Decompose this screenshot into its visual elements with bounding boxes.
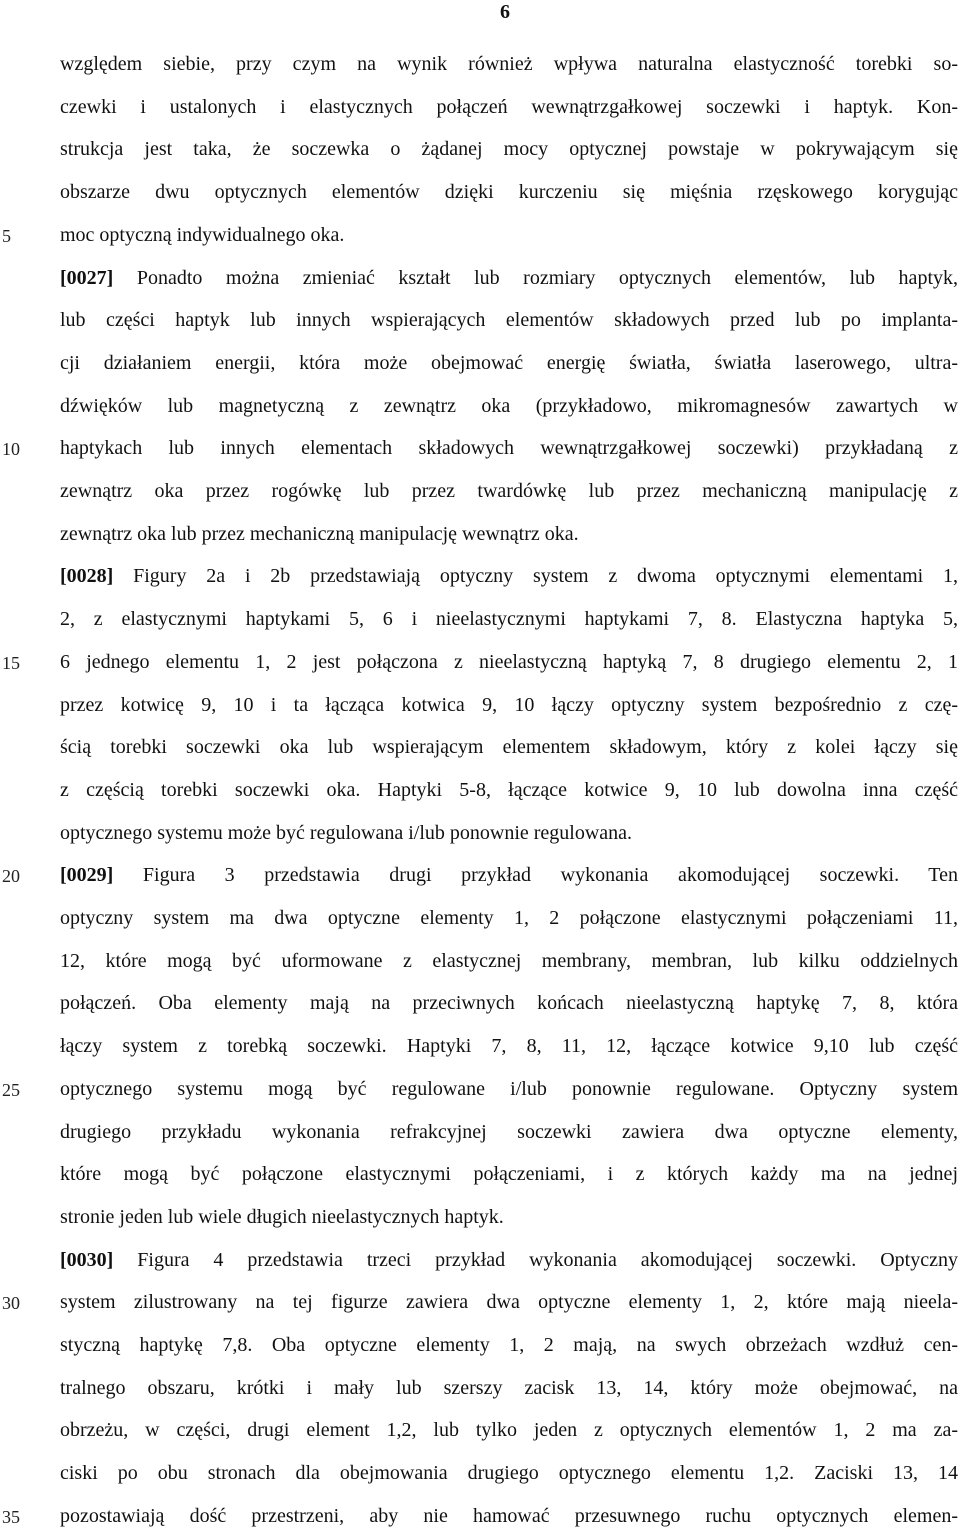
line-text: Figury 2a i 2b przedstawiają optyczny system z dwoma optycznymi elementami 1, [113,565,958,588]
line-text: pozostawiają dość przestrzeni, aby nie hamować przesuwnego ruchu optycznych elemen- [60,1504,958,1527]
line-text: względem siebie, przy czym na wynik również wpływa naturalna elastyczność torebki so- [60,53,958,75]
line-text: dźwięków lub magnetyczną z zewnątrz oka (przykładowo, mikromagnesów zawartych w [60,394,958,417]
line-text: zewnątrz oka przez rogówkę lub przez twardówkę lub przez mechaniczną manipulację z [60,480,958,502]
line-text: które mogą być połączone elastycznymi połączeniami, i z których każdy ma na jednej [60,1163,958,1186]
text-line [60,52,958,76]
line-text: ścią torebki soczewki oka lub wspierającym elementem składowym, który z kolei łączy się [60,736,958,759]
line-text: cji działaniem energii, która może obejmować energię światła, światła laserowego, ultra- [60,351,958,374]
line-text: 12, które mogą być uformowane z elastycznej membrany, membran, lub kilku oddzielnych [60,949,958,972]
text-line [60,778,958,802]
line-text: połączeń. Oba elementy mają na przeciwnych końcach nieelastyczną haptykę 7, 8, która [60,992,958,1015]
line-text: zewnątrz oka lub przez mechaniczną manipulację wewnątrz oka. [60,522,579,545]
text-line [60,1461,958,1485]
margin-line-number: 20 [2,866,20,887]
text-line [60,479,958,503]
margin-line-number: 10 [2,439,20,460]
text-line [60,693,958,717]
text-line [60,607,958,631]
text-line [60,735,958,759]
line-text: optyczny system ma dwa optyczne elementy 1, 2 połączone elastycznymi połączeniami 11, [60,907,958,929]
text-line [60,1290,958,1314]
text-line [60,137,958,161]
text-line [60,1504,958,1528]
line-text: moc optyczną indywidualnego oka. [60,223,345,246]
line-text: przez kotwicę 9, 10 i ta łącząca kotwica 9, 10 łączy optyczny system bezpośrednio z czę- [60,693,958,716]
text-line [60,564,958,588]
line-text: obszarze dwu optycznych elementów dzięki kurczeniu się mięśnia rzęskowego korygując [60,181,958,204]
text-line [60,1248,958,1272]
line-text: 2, z elastycznymi haptykami 5, 6 i nieelastycznymi haptykami 7, 8. Elastyczna haptyka 5, [60,608,958,631]
text-line [60,394,958,418]
margin-line-number: 30 [2,1293,20,1314]
text-line [60,351,958,375]
text-line [60,949,958,973]
text-line [60,1120,958,1144]
line-text: łączy system z torebką soczewki. Haptyki 7, 8, 11, 12, łączące kotwice 9,10 lub część [60,1035,958,1058]
line-text: obrzeżu, w części, drugi element 1,2, lub tylko jeden z optycznych elementów 1, 2 ma za- [60,1419,958,1442]
line-text: drugiego przykładu wykonania refrakcyjnej soczewki zawiera dwa optyczne elementy, [60,1120,958,1143]
text-line [60,991,958,1015]
text-line [60,906,958,930]
line-text: czewki i ustalonych i elastycznych połączeń wewnątrzgałkowej soczewki i haptyk. Kon- [60,95,958,118]
paragraph-number: [0029] [60,864,114,887]
line-text: Figura 4 przedstawia trzeci przykład wykonania akomodującej soczewki. Optyczny [113,1248,958,1271]
text-line [60,863,958,887]
line-text: ciski po obu stronach dla obejmowania drugiego optycznego elementu 1,2. Zaciski 13, 14 [60,1462,958,1485]
text-line [60,1418,958,1442]
line-text: styczną haptykę 7,8. Oba optyczne elementy 1, 2 mają, na swych obrzeżach wzdłuż cen- [60,1334,958,1356]
line-text: stronie jeden lub wiele długich nieelastycznych haptyk. [60,1205,504,1228]
line-text: haptykach lub innych elementach składowych wewnątrzgałkowej soczewki) przykładaną z [60,437,958,460]
text-line [60,1077,958,1101]
text-line [60,821,958,845]
line-text: optycznego systemu mogą być regulowane i/lub ponownie regulowane. Optyczny system [60,1077,958,1100]
text-line [60,95,958,119]
line-text: Figura 3 przedstawia drugi przykład wykonania akomodującej soczewki. Ten [113,864,958,887]
paragraph-number: [0027] [60,266,114,289]
text-line [60,1205,958,1229]
text-line [60,1162,958,1186]
line-text: z częścią torebki soczewki oka. Haptyki 5-8, łączące kotwice 9, 10 lub dowolna inna część [60,778,958,801]
line-text: optycznego systemu może być regulowana i/lub ponownie regulowana. [60,821,633,844]
text-line [60,650,958,674]
margin-line-number: 5 [2,225,11,246]
margin-line-number: 25 [2,1079,20,1100]
text-line [60,436,958,460]
page-number: 6 [500,1,510,23]
text-line [60,223,958,247]
text-line [60,1034,958,1058]
text-line [60,180,958,204]
line-text: Ponadto można zmieniać kształt lub rozmiary optycznych elementów, lub haptyk, [113,266,958,289]
line-text: strukcja jest taka, że soczewka o żądanej mocy optycznej powstaje w pokrywającym się [60,138,958,161]
line-text: 6 jednego elementu 1, 2 jest połączona z nieelastyczną haptyką 7, 8 drugiego elementu 2, 1 [60,650,958,673]
paragraph-number: [0028] [60,565,114,588]
margin-line-number: 35 [2,1506,20,1527]
margin-line-number: 15 [2,652,20,673]
text-line [60,308,958,332]
text-line [60,266,958,290]
line-text: tralnego obszaru, krótki i mały lub szerszy zacisk 13, 14, który może obejmować, na [60,1376,958,1399]
text-line [60,1333,958,1357]
line-text: system zilustrowany na tej figurze zawiera dwa optyczne elementy 1, 2, które mają nieela- [60,1291,958,1314]
paragraph-number: [0030] [60,1248,114,1271]
line-text: lub części haptyk lub innych wspierających elementów składowych przed lub po implanta- [60,309,958,332]
text-line [60,522,958,546]
text-line [60,1376,958,1400]
